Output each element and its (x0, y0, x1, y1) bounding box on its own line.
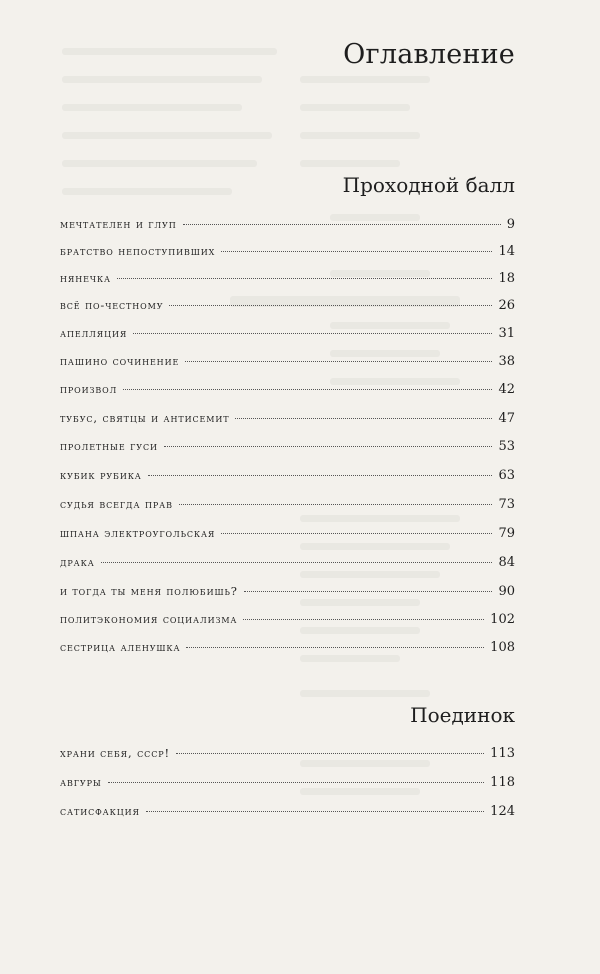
toc-entry-page: 63 (498, 468, 515, 483)
toc-entry-title: шпана электроугольская (60, 526, 216, 540)
dot-leader (123, 389, 492, 390)
toc-entry-page: 38 (498, 354, 515, 369)
toc-entry[interactable] (60, 468, 515, 488)
toc-entry-page: 73 (498, 497, 515, 512)
dot-leader (146, 811, 484, 812)
toc-entry[interactable] (60, 244, 515, 264)
section-title-poedinok: Поединок (410, 703, 515, 727)
toc-entry-page: 18 (498, 271, 515, 286)
toc-entry-title: сатисфакция (60, 804, 140, 818)
toc-entry-title: храни себя, ссср! (60, 746, 171, 760)
toc-entry[interactable] (60, 382, 515, 402)
toc-entry[interactable] (60, 298, 515, 318)
toc-entry-title: тубус, святцы и антисемит (60, 411, 230, 425)
toc-entry-page: 113 (490, 746, 515, 761)
toc-entry-page: 90 (498, 584, 515, 599)
section-title-prokhodnoy-ball: Проходной балл (342, 173, 515, 197)
toc-entry[interactable] (60, 326, 515, 346)
toc-entry[interactable] (60, 354, 515, 374)
toc-entry-title: политэкономия социализма (60, 612, 238, 626)
dot-leader (185, 361, 492, 362)
toc-entry[interactable] (60, 804, 515, 824)
dot-leader (169, 305, 492, 306)
toc-entry-title: авгуры (60, 775, 102, 789)
toc-entry-page: 118 (490, 775, 515, 790)
dot-leader (221, 533, 492, 534)
toc-entry-title: и тогда ты меня полюбишь? (60, 584, 238, 598)
page-title: Оглавление (343, 39, 515, 70)
toc-entry-title: мечтателен и глуп (60, 217, 177, 231)
toc-entry-title: пролетные гуси (60, 439, 158, 453)
toc-entry-title: пашино сочинение (60, 354, 180, 368)
toc-entry[interactable] (60, 612, 515, 632)
toc-entry[interactable] (60, 497, 515, 517)
toc-entry-page: 42 (498, 382, 515, 397)
toc-entry-title: братство непоступивших (60, 244, 216, 258)
toc-entry[interactable] (60, 411, 515, 431)
toc-entry[interactable] (60, 584, 515, 604)
toc-entry-page: 9 (506, 217, 515, 232)
toc-entry-title: всё по-честному (60, 298, 164, 312)
toc-entry-title: судья всегда прав (60, 497, 173, 511)
toc-entry-page: 31 (498, 326, 515, 341)
dot-leader (221, 251, 492, 252)
toc-entry[interactable] (60, 746, 515, 766)
dot-leader (243, 619, 484, 620)
toc-entry[interactable] (60, 555, 515, 575)
toc-entry[interactable] (60, 439, 515, 459)
dot-leader (164, 446, 493, 447)
toc-entry[interactable] (60, 217, 515, 237)
dot-leader (244, 591, 493, 592)
toc-entry[interactable] (60, 271, 515, 291)
toc-entry-title: драка (60, 555, 95, 569)
toc-entry-title: сестрица аленушка (60, 640, 181, 654)
toc-entry-page: 53 (498, 439, 515, 454)
dot-leader (179, 504, 493, 505)
toc-entry-title: нянечка (60, 271, 111, 285)
toc-entry-page: 14 (498, 244, 515, 259)
dot-leader (186, 647, 484, 648)
toc-entry-title: кубик рубика (60, 468, 142, 482)
toc-entry-page: 47 (498, 411, 515, 426)
dot-leader (108, 782, 485, 783)
dot-leader (101, 562, 493, 563)
toc-entry-page: 124 (490, 804, 515, 819)
dot-leader (176, 753, 484, 754)
toc-entry-page: 26 (498, 298, 515, 313)
dot-leader (133, 333, 492, 334)
dot-leader (183, 224, 501, 225)
toc-entry-page: 79 (498, 526, 515, 541)
toc-entry[interactable] (60, 526, 515, 546)
toc-entry-page: 108 (490, 640, 515, 655)
toc-entry-title: апелляция (60, 326, 128, 340)
toc-entry-title: произвол (60, 382, 118, 396)
toc-entry[interactable] (60, 775, 515, 795)
toc-entry[interactable] (60, 640, 515, 660)
dot-leader (235, 418, 492, 419)
toc-entry-page: 84 (498, 555, 515, 570)
toc-entry-page: 102 (490, 612, 515, 627)
dot-leader (117, 278, 492, 279)
dot-leader (148, 475, 493, 476)
